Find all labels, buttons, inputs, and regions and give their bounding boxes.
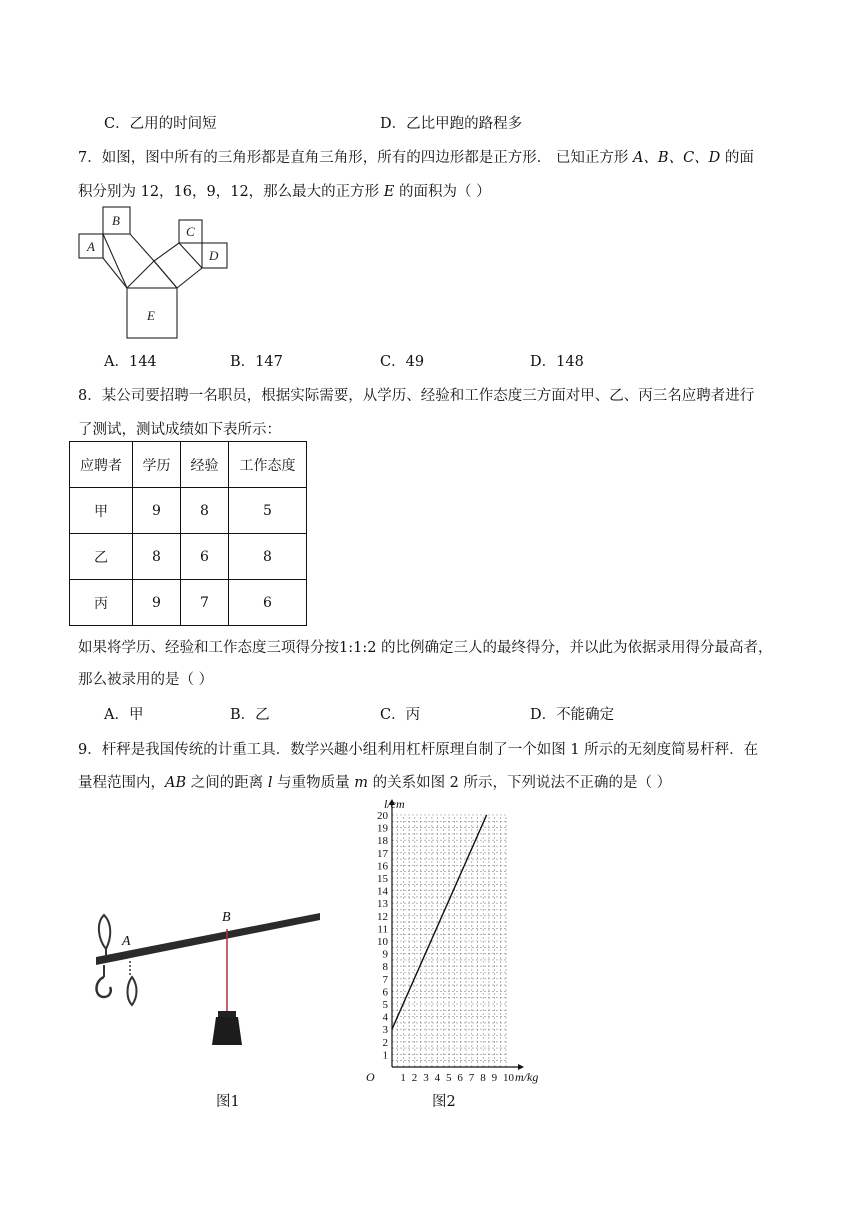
y-tick-label: 2 bbox=[382, 1036, 388, 1049]
x-tick-label: 9 bbox=[491, 1072, 498, 1084]
table-cell: 6 bbox=[229, 580, 307, 626]
q7-option-c: C．49 bbox=[380, 354, 425, 370]
table-cell: 8 bbox=[229, 534, 307, 580]
y-tick-label: 17 bbox=[377, 847, 388, 860]
right-tilted-square bbox=[154, 243, 202, 288]
q6-option-d: D．乙比甲跑的路程多 bbox=[380, 116, 523, 132]
y-tick-label: 8 bbox=[382, 961, 388, 974]
y-tick-label: 1 bbox=[382, 1049, 388, 1062]
q7-option-a: A．144 bbox=[104, 354, 157, 370]
x-tick-label: 7 bbox=[468, 1072, 475, 1084]
x-tick-label: 4 bbox=[434, 1072, 441, 1084]
y-tick-label: 10 bbox=[377, 936, 388, 948]
table-cell: 9 bbox=[133, 488, 181, 534]
table-row bbox=[70, 488, 307, 534]
y-tick-label: 13 bbox=[377, 898, 388, 911]
x-tick-label: 8 bbox=[480, 1072, 486, 1084]
y-tick-label: 9 bbox=[382, 948, 388, 961]
table-cell: 9 bbox=[133, 580, 181, 626]
table-header-cell: 经验 bbox=[181, 442, 229, 488]
y-tick-label: 18 bbox=[377, 835, 388, 848]
table-header-cell: 应聘者 bbox=[70, 442, 133, 488]
top-hook-loop bbox=[99, 915, 110, 949]
y-tick-label: 12 bbox=[377, 910, 388, 923]
q9-stem-line1: 9．杆秤是我国传统的计重工具．数学兴趣小组利用杠杆原理自制了一个如图 1 所示的无刻度简易杆秤．在 bbox=[78, 742, 759, 758]
y-tick-label: 4 bbox=[382, 1011, 388, 1024]
label-a-point: A bbox=[122, 934, 131, 949]
y-tick-label: 16 bbox=[377, 860, 388, 873]
figure1-caption: 图1 bbox=[216, 1094, 240, 1110]
x-tick-label: 3 bbox=[423, 1072, 429, 1084]
y-tick-label: 6 bbox=[382, 986, 388, 999]
steelyard-figure bbox=[92, 905, 332, 1055]
table-cell: 甲 bbox=[70, 488, 133, 534]
q6-option-c: C．乙用的时间短 bbox=[104, 116, 217, 132]
y-tick-label: 5 bbox=[382, 999, 388, 1011]
y-tick-label: 14 bbox=[377, 885, 388, 898]
y-tick-label: 15 bbox=[377, 873, 388, 885]
table-row bbox=[70, 580, 307, 626]
table-header-cell: 学历 bbox=[133, 442, 181, 488]
l-m-chart bbox=[362, 795, 552, 1090]
side-hook-loop bbox=[128, 977, 137, 1005]
table-cell: 7 bbox=[181, 580, 229, 626]
table-cell: 8 bbox=[181, 488, 229, 534]
figure2-caption: 图2 bbox=[432, 1094, 456, 1110]
q8-after-line2: 那么被录用的是（ ） bbox=[78, 672, 214, 688]
table-cell: 6 bbox=[181, 534, 229, 580]
y-tick-label: 7 bbox=[382, 973, 388, 986]
q7-option-d: D．148 bbox=[530, 354, 584, 370]
left-tilted-square bbox=[103, 234, 154, 288]
x-tick-label: 5 bbox=[446, 1072, 452, 1084]
q8-after-line1: 如果将学历、经验和工作态度三项得分按1:1:2 的比例确定三人的最终得分，并以此为依据录用得分最高者， bbox=[78, 640, 773, 656]
table-header-row bbox=[70, 442, 307, 488]
y-tick-label: 3 bbox=[382, 1024, 388, 1037]
counterweight bbox=[212, 1017, 242, 1045]
y-tick-label: 19 bbox=[377, 822, 388, 835]
label-b: B bbox=[112, 213, 120, 228]
score-table bbox=[69, 441, 307, 626]
table-cell: 5 bbox=[229, 488, 307, 534]
origin-label: O bbox=[366, 1070, 375, 1084]
y-tick-label: 11 bbox=[377, 923, 388, 936]
q7-stem-line2: 积分别为 12，16，9，12，那么最大的正方形 E 的面积为（ ） bbox=[78, 184, 491, 200]
y-tick-label: 20 bbox=[377, 810, 388, 822]
q7-stem-line1: 7．如图，图中所有的三角形都是直角三角形，所有的四边形都是正方形． 已知正方形 A、B、C、D 的面 bbox=[78, 150, 754, 166]
x-tick-label: 2 bbox=[411, 1072, 418, 1084]
label-b-point: B bbox=[222, 910, 231, 925]
x-tick-label: 10 bbox=[503, 1072, 514, 1084]
q8-stem-line1: 8．某公司要招聘一名职员，根据实际需要，从学历、经验和工作态度三方面对甲、乙、丙三名应聘者进行 bbox=[78, 388, 755, 404]
x-axis-label: m/kg bbox=[515, 1070, 539, 1084]
q7-option-b: B．147 bbox=[230, 354, 283, 370]
q7-squares-figure bbox=[74, 204, 234, 342]
q8-option-c: C．丙 bbox=[380, 707, 421, 723]
label-c: C bbox=[186, 224, 195, 239]
q8-stem-line2: 了测试，测试成绩如下表所示： bbox=[78, 422, 281, 438]
table-cell: 8 bbox=[133, 534, 181, 580]
label-d: D bbox=[209, 248, 219, 263]
label-a: A bbox=[87, 239, 95, 254]
table-cell: 丙 bbox=[70, 580, 133, 626]
q8-option-d: D．不能确定 bbox=[530, 707, 615, 723]
table-header-cell: 工作态度 bbox=[229, 442, 307, 488]
q8-option-a: A．甲 bbox=[104, 707, 144, 723]
x-tick-label: 6 bbox=[457, 1072, 463, 1084]
chart-grid bbox=[392, 815, 506, 1067]
table-row bbox=[70, 534, 307, 580]
weight-hook bbox=[97, 977, 111, 997]
table-cell: 乙 bbox=[70, 534, 133, 580]
q8-option-b: B．乙 bbox=[230, 707, 270, 723]
label-e: E bbox=[147, 308, 155, 323]
x-tick-label: 1 bbox=[400, 1072, 406, 1084]
y-axis-label: l/cm bbox=[384, 797, 405, 811]
q9-stem-line2: 量程范围内，AB 之间的距离 l 与重物质量 m 的关系如图 2 所示，下列说法不正确的是（ ） bbox=[78, 775, 672, 791]
